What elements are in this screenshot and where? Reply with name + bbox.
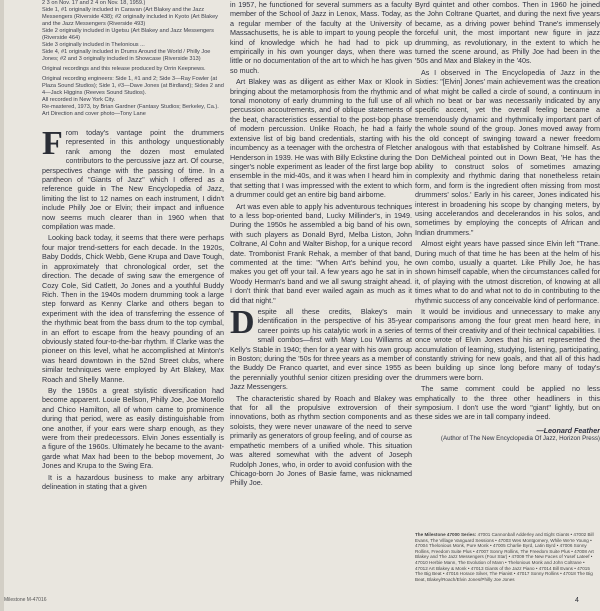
paragraph: It is a hazardous business to make any arbitrary delineation in stating that a given [42, 472, 224, 492]
page-number: 4 [575, 597, 579, 604]
credits-block [42, 0, 224, 118]
paragraph: Almost eight years have passed since Elvin left "Trane. During much of that time he has been at the helm of his own combo, usually a quartet. Like Philly Joe, he has shown himself capable, when the circumstances called for it, of playing with the utmost discretion, of knowing at all times what to do and what not to do in contributing to the rhythmic success of any conceivable kind of performance. [415, 239, 600, 305]
paragraph: Despite all these credits, Blakey's main identification in the perspective of his 35-year career points up his catalytic work in a series of small combos—first with Mary Lou Williams at Kelly's Stable in 1940; then for a year with his own group in Boston; during the '50s for three years as a member of the Buddy De Franco quartet, and ever since 1955 as the perennially youthful senior citizen presiding over the Jazz Messengers. [230, 304, 412, 392]
credit-line: Side 2 originally included in Ugetsu (Art Blakey and Jazz Messengers (Riverside 464) [42, 28, 214, 41]
paragraph: in 1957, he functioned for several summers as a faculty member of the School of Jazz in Lenox, Mass. Today, as a regular member of the faculty at the University of Massachusetts, he is able to impart to young people the kind of knowledge which he had had to pick up empirically in his own younger days, when there was little or no documentation of the art to which he has given so much. [230, 0, 412, 75]
label-footer: Milestone M-47016 [4, 597, 47, 603]
paragraph: The characteristic shared by Roach and Blakey was that for all the propulsive extroversion of their innovations, both as rhythm section components and as soloists, they were never unaware of the need to serve primarily as generators of group feeling, and of course as empathetic members of a unified whole. This situation was altered somewhat with the advent of Joseph Rudolph Jones, who, in order to avoid confusion with the Chicago-born Jo Jones of Basie fame, was nicknamed Philly Joe. [230, 393, 412, 488]
credit-line: Original recordings and this release produced by Orrin Keepnews. [42, 66, 206, 72]
page-edge [0, 0, 4, 611]
column-1 [42, 0, 224, 493]
paragraph: From today's vantage point the drummers represented in this anthology unquestionably rank among the dozen most emulated contributors to the percussive jazz art. Of course, perspectives change with the passing of time. In a pantheon of "Giants of Jazz" which I offered as a reference guide in The New Encyclopedia of Jazz, limiting the list to 12 names on each instrument, I didn't include Philly Joe or Elvin; their impact and influence now seems much clearer than in 1960 when that compilation was made. [42, 125, 224, 232]
paragraph: By the 1950s a great stylistic diversification had become apparent. Louie Bellson, Philly Joe, Joe Morello and Chico Hamilton, all of whom came to prominence during that period, were as easily distinguishable from one another, if your ears were sharp enough, as they were from their predecessors. Elvin Jones essentially is a figure of the 1960s. Ultimately he became to the avant-garde what Max had been to the bebop movement, Jo Jones and Krupa to the Swing Era. [42, 385, 224, 471]
signature-note: (Author of The New Encyclopedia Of Jazz, Horizon Press) [440, 435, 600, 443]
credit-line: 2 3 on Nov. 17 and 2 4 on Nov. 18, 1959.) [42, 0, 146, 6]
drop-cap-d: D [230, 304, 255, 341]
credit-line: Re-mastered, 1973, by Brian Gardner (Fantasy Studios; Berkeley, Ca.). [42, 104, 219, 110]
credit-line: Art Direction and cover photo—Tony Lane [42, 111, 146, 117]
credit-line: All recorded in New York City. [42, 97, 116, 103]
paragraph: It would be invidious and unnecessary to make any comparisons among the four great men heard here, in terms of their creativity and of their technical capabilities. I once wrote of Elvin Jones that his art represented the accumulation of learning, studying, listening, participating, constantly striving for new goals, and that all of this had been building up since long before many of today's drummers were born. [415, 307, 600, 382]
catalog-list [415, 532, 595, 582]
paragraph: Looking back today, it seems that there were perhaps four major trend-setters for each decade. In the 1920s, Baby Dodds, Chick Webb, Gene Krupa and Dave Tough, in approximately that chronological order, set the direction. The decade of swing saw the emergence of Cozy Cole, Sid Catlett, Jo Jones and a youthful Buddy Rich. Then in the 1940s modern drumming took a large step forward as Kenny Clarke and others began to experiment with the idea of transferring the essence of the rhythmic beat from the bass drum to the top cymbal, in an effort to escape from the heavy pounding of an obviously stated four-to-the-bar rhythm. If Clarke was the pioneer on this level, what he accomplished at Minton's was heard downtown in the 52nd Street clubs, where similar techniques were employed by Art Blakey, Max Roach and Shelly Manne. [42, 233, 224, 384]
credit-line: Side 3 originally included in Thelonious ... [42, 42, 145, 48]
column-2 [230, 0, 412, 490]
paragraph: The same comment could be applied no less emphatically to the three other headliners in this symposium. I don't use the word "giant" lightly, but on these sides we are in tall company indeed. [415, 384, 600, 422]
paragraph: Art Blakey was as diligent as either Max or Klook in bringing about the metamorphosis from the rhythmic and tonal monotony of early drumming to the full use of all percussion accoutrements, and of oblique statements of the beat, characteristics essential to the post-bop phase of modern percussion. Unlike Roach, he had a fairly extensive list of big band credentials, starting with his incumbency as a teenager with the orchestra of Fletcher Henderson in 1939. He was with Billy Eckstine during the singer's noble experiment as leader of the first large bop ensemble in the mid-40s, and it was when I heard him in that setting that I was impressed with the extent to which a drummer could get an entire big band airborne. [230, 77, 412, 200]
column-3 [415, 0, 600, 443]
catalog-text: 47001 Cannonball Adderley and Eight Giants • 47002 Bill Evans, The Village Vanguard Sessions • 47003 Wes Montgomery, While We're Young • 47004 Thelonious Monk, Pure Monk • 47005 Charlie Byrd, Latin Byrd • 47006 Sonny Rollins, Freedom Suite Plus • 47007 Sonny Rollins, The Freedom Suite Plus • 47008 Art Blakey and The Jazz Messengers (Four Star) • 47009 The New Faces of Yusef Lateef • 47010 Herbie Mann, The Evolution of Mann • Thelonious Monk and John Coltrane • 47012 Art Blakey & Monk • 47013 Giants of the Jazz Piano • 47014 Bill Evans • 47015 The Big Beat • 47016 Horace Silver, The Pianist • 47017 Sonny Rollins • 47018 The Big Beat, Blakey/Roach/Elvin Jones/Philly Joe Jones [415, 532, 594, 582]
drop-cap-f: F [42, 125, 63, 162]
credit-line: Original recording engineers: Side 1, #1 and 2; Side 3—Ray Fowler (at Plaza Sound Studios); Side 1, #3—Dave Jones (at Birdland); Sides 2 and 4—Jack Higgins (Reeves Sound Studios). [42, 76, 224, 96]
paragraph: As I observed in The Encyclopedia of Jazz in the Sixties: "[Elvin] Jones' main achievement was the creation of what might be called a circle of sound, a continuum in which no beat or bar was necessarily indicated by any specific accent, yet the overall feeling became a tremendously dynamic and rhythmically important part of the whole sound of the group. Jones moved away from the old concept of swinging toward a newer freedom analogous with that established by Coltrane himself. As Don DeMicheal pointed out in Down Beat, 'He has the ability to construct solos of sometimes amazing complexity and rhythmic daring that nonetheless retain form, and form is the ingredient often missing from most drummers' solos.' Early in his career, Jones indicated his interest in broadening his scope by changing meters, by using accelerandos and decelerandos in his solos, and sometimes by employing the concepts of African and Indian drummers." [415, 67, 600, 237]
catalog-heading: The Milestone 47000 Series: [415, 532, 477, 537]
paragraph: Art was even able to apply his adventurous techniques to a less bop-oriented band, Lucky Millinder's, in 1949. During the 1950s he assembled a big band of his own, with such players as Donald Byrd, Melba Liston, John Coltrane, Al Cohn and Walter Bishop, for a unique record date. Trombonist Frank Rehak, a member of that band, commented at the time: "When Art's behind you, he makes you get off your tail. A few years ago he sat in in Woody Herman's band and we all swung straight ahead. I don't think that band ever wailed again as much as it did that night." [230, 201, 412, 305]
paragraph: Byrd quintet and other combos. Then in 1960 he joined the John Coltrane Quartet, and during the next five years became, as a driving power behind Trane's immensely forceful unit, the most important new figure in jazz drumming, as revolutionary, in the extent to which he turned the scene around, as Philly Joe had been in the '50s and Max and Blakey in the '40s. [415, 0, 600, 66]
signature: —Leonard Feather [536, 425, 600, 435]
credit-line: Side 4, #1 originally included in Drums Around the World / Philly Joe Jones; #2 and 3 originally included in Showcase (Riverside 313) [42, 49, 211, 62]
credit-line: Side 1, #1 originally included in Caravan (Art Blakey and the Jazz Messengers (Riverside 438); #2 originally included in Kyoto (Art Blakey and the Jazz Messengers (Riverside 493) [42, 7, 218, 27]
